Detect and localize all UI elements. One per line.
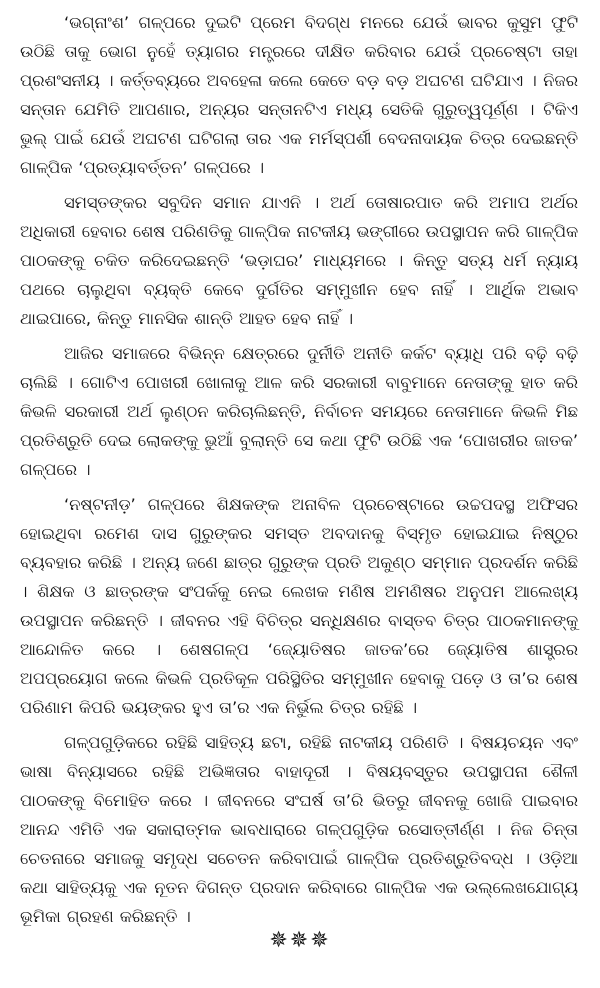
paragraph-2: ସମସ୍ତଙ୍କର ସବୁଦିନ ସମାନ ଯାଏନି । ଅର୍ଥ ତୋଷାରପାତ କରି ଅମାପ ଅର୍ଥର ଅଧିକାରୀ ହେବାର ଶେଷ ପରିଣତିକୁ ଗାଳ୍ପିକ ନାଟକୀୟ ଭଙ୍ଗୀରେ ଉପସ୍ଥାପନ କରି ଗାଳ୍ପିକ ପାଠକଙ୍କୁ ଚକିତ କରିଦେଇଛନ୍ତି ‘ଭଡ଼ାଘର’ ମାଧ୍ୟମରେ । କିନ୍ତୁ ସତ୍ୟ ଧର୍ମ ନ୍ୟାୟ ପଥରେ ଚାଲୁଥିବା ବ୍ୟକ୍ତି କେବେ ଦୁର୍ଗତିର ସମ୍ମୁଖୀନ ହେବ ନାହିଁ । ଆର୍ଥିକ ଅଭାବ ଥାଇପାରେ, କିନ୍ତୁ ମାନସିକ ଶାନ୍ତି ଆହତ ହେବ ନାହିଁ । xyxy=(20,193,578,328)
paragraph-3: ଆଜିର ସମାଜରେ ବିଭିନ୍ନ କ୍ଷେତ୍ରରେ ଦୁର୍ନୀତି ଅନୀତି କର୍କଟ ବ୍ୟାଧି ପରି ବଢ଼ି ବଢ଼ି ଚାଲିଛି । ଗୋଟିଏ ପୋଖରୀ ଖୋଳାକୁ ଆଳ କରି ସରକାରୀ ବାବୁମାନେ ନେତାଙ୍କୁ ହାତ କରି କିଭଳି ସରକାରୀ ଅର୍ଥ ଲୁଣ୍ଠନ କରିଚାଲିଛନ୍ତି, ନିର୍ବାଚନ ସମୟରେ ନେତାମାନେ କିଭଳି ମିଛ ପ୍ରତିଶ୍ରୁତି ଦେଇ ଲୋକଙ୍କୁ ଭୁଆଁ ବୁଲାନ୍ତି ସେ କଥା ଫୁଟି ଉଠିଛି ଏକ ‘ପୋଖରୀର ଜାତକ’ ଗଳ୍ପରେ । xyxy=(20,344,578,479)
star-ornament-icon: ✵✵✵ xyxy=(269,928,331,953)
section-end-ornament xyxy=(0,928,600,953)
paragraph-5: ଗଳ୍ପଗୁଡ଼ିକରେ ରହିଛି ସାହିତ୍ୟ ଛଟା, ରହିଛି ନାଟକୀୟ ପରିଣତି । ବିଷୟଚୟନ ଏବଂ ଭାଷା ବିନ୍ୟାସରେ ରହିଛି ଅଭିଜ୍ଞତାର ବାହାଦୂରୀ । ବିଷୟବସ୍ତୁର ଉପସ୍ଥାପନା ଶୈଳୀ ପାଠକଙ୍କୁ ବିମୋହିତ କରେ । ଜୀବନରେ ସଂଘର୍ଷ ତା’ରି ଭିତରୁ ଜୀବନକୁ ଖୋଜି ପାଇବାର ଆନନ୍ଦ ଏମିତି ଏକ ସକାରାତ୍ମକ ଭାବଧାରାରେ ଗଳ୍ପଗୁଡ଼ିକ ରସୋତ୍ତୀର୍ଣ୍ଣ । ନିଜ ଚିନ୍ତା ଚେତନାରେ ସମାଜକୁ ସମୃଦ୍ଧ ସଚେତନ କରିବାପାଇଁ ଗାଳ୍ପିକ ପ୍ରତିଶ୍ରୁତିବଦ୍ଧ । ଓଡ଼ିଆ କଥା ସାହିତ୍ୟକୁ ଏକ ନୂତନ ଦିଗନ୍ତ ପ୍ରଦାନ କରିବାରେ ଗାଳ୍ପିକ ଏକ ଉଲ୍ଲେଖଯୋଗ୍ୟ ଭୂମିକା ଗ୍ରହଣ କରିଛନ୍ତି । xyxy=(20,733,578,926)
paragraph-1: ‘ଭଗ୍ନାଂଶ’ ଗଳ୍ପରେ ଦୁଇଟି ପ୍ରେମ ବିଦଗ୍ଧ ମନରେ ଯେଉଁ ଭାବର କୁସୁମ ଫୁଟି ଉଠିଛି ତାକୁ ଭୋଗ ନୁହେଁ ତ୍ୟାଗର ମନ୍ତ୍ରରେ ଦୀକ୍ଷିତ କରିବାର ଯେଉଁ ପ୍ରଚେଷ୍ଟା ତାହା ପ୍ରଶଂସନୀୟ । କର୍ତ୍ତବ୍ୟରେ ଅବହେଳା କଲେ କେତେ ବଡ଼ ବଡ଼ ଅଘଟଣ ଘଟିଯାଏ । ନିଜର ସନ୍ତାନ ଯେମିତି ଆପଣାର, ଅନ୍ୟର ସନ୍ତାନଟିଏ ମଧ୍ୟ ସେତିକି ଗୁରୁତ୍ୱପୂର୍ଣ୍ଣ । ଟିକିଏ ଭୁଲ୍ ପାଇଁ ଯେଉଁ ଅଘଟଣ ଘଟିଗଲା ତାର ଏକ ମର୍ମସ୍ପର୍ଶୀ ବେଦନାଦାୟକ ଚିତ୍ର ଦେଇଛନ୍ତି ଗାଳ୍ପିକ ‘ପ୍ରତ୍ୟାବର୍ତ୍ତନ’ ଗଳ୍ପରେ । xyxy=(20,13,578,177)
paragraph-4: ‘ନଷ୍ଟନୀଡ଼’ ଗଳ୍ପରେ ଶିକ୍ଷକଙ୍କ ଅନାବିଳ ପ୍ରଚେଷ୍ଟାରେ ଉଚ୍ଚପଦସ୍ଥ ଅଫିସର ହୋଇଥିବା ରମେଶ ଦାସ ଗୁରୁଙ୍କର ସମସ୍ତ ଅବଦାନକୁ ବିସ୍ମୃତ ହୋଇଯାଇ ନିଷ୍ଠୁର ବ୍ୟବହାର କରିଛି । ଅନ୍ୟ ଜଣେ ଛାତ୍ର ଗୁରୁଙ୍କ ପ୍ରତି ଅକୁଣ୍ଠ ସମ୍ମାନ ପ୍ରଦର୍ଶନ କରିଛି । ଶିକ୍ଷକ ଓ ଛାତ୍ରଙ୍କ ସଂପର୍କକୁ ନେଇ ଲେଖକ ମଣିଷ ଅମଣିଷର ଅନୁପମ ଆଲେଖ୍ୟ ଉପସ୍ଥାପନ କରିଛନ୍ତି । ଜୀବନର ଏହି ବିଚିତ୍ର ସନ୍ଧିକ୍ଷଣର ବାସ୍ତବ ଚିତ୍ର ପାଠକମାନଙ୍କୁ ଆନ୍ଦୋଳିତ କରେ । ଶେଷଗଳ୍ପ ‘ଜ୍ୟୋତିଷର ଜାତକ’ରେ ଜ୍ୟୋତିଷ ଶାସ୍ତ୍ରର ଅପପ୍ରୟୋଗ କଲେ କିଭଳି ପ୍ରତିକୂଳ ପରିସ୍ଥିତିର ସମ୍ମୁଖୀନ ହେବାକୁ ପଡ଼େ ଓ ତା’ର ଶେଷ ପରିଣାମ କିପରି ଭୟଙ୍କର ହୁଏ ତା’ର ଏକ ନିର୍ଭୁଲ ଚିତ୍ର ରହିଛି । xyxy=(20,495,578,717)
